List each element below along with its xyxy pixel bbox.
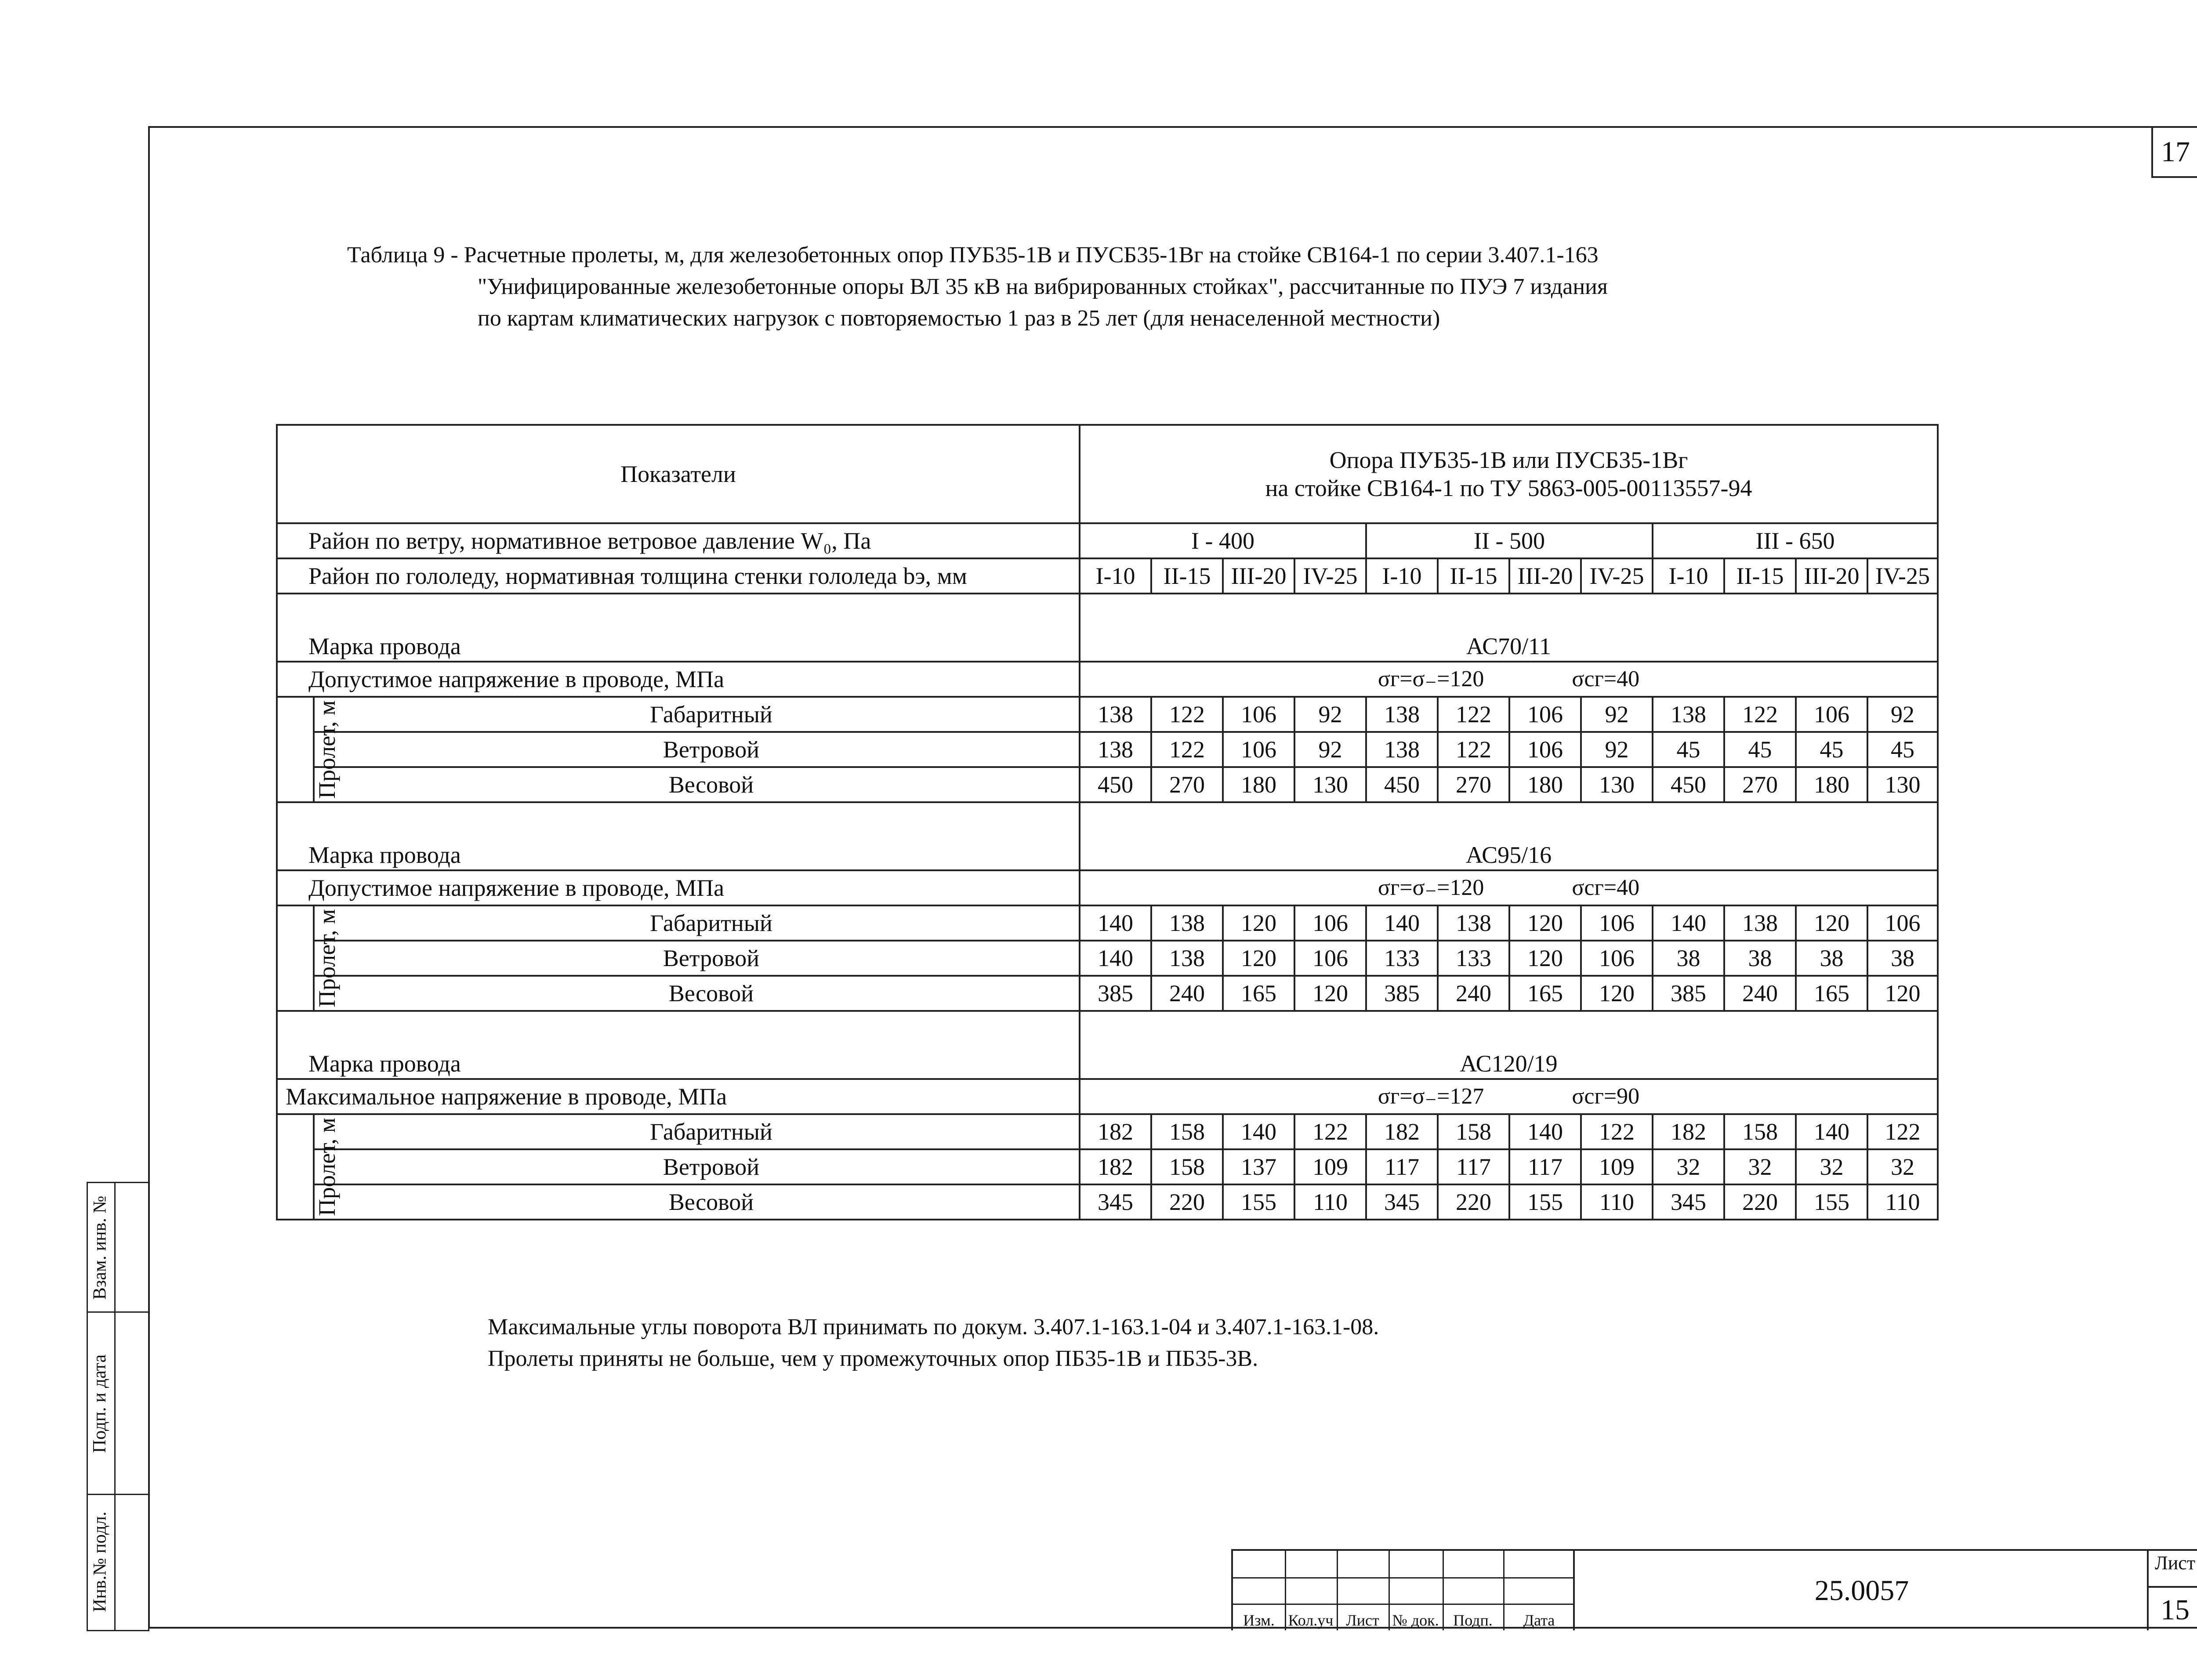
span-row-label: Габаритный xyxy=(314,1114,1080,1149)
span-value-cell: 110 xyxy=(1294,1184,1366,1220)
span-value-cell: 38 xyxy=(1653,941,1724,976)
marka-value: АС120/19 xyxy=(1080,1011,1938,1079)
span-value-cell: 92 xyxy=(1294,732,1366,767)
ice-region-cell: II-15 xyxy=(1724,558,1796,594)
span-value-cell: 120 xyxy=(1294,976,1366,1011)
caption-line-3: по картам климатических нагрузок с повторяемостью 1 раз в 25 лет (для ненаселенной местности) xyxy=(478,306,1440,331)
span-value-cell: 140 xyxy=(1080,905,1151,941)
stress-label: Максимальное напряжение в проводе, МПа xyxy=(277,1079,1080,1114)
ice-region-cell: IV-25 xyxy=(1294,558,1366,594)
span-value-cell: 137 xyxy=(1223,1149,1294,1184)
doc-code: 25.0057 xyxy=(1573,1549,2149,1630)
caption-line-1: Таблица 9 - Расчетные пролеты, м, для железобетонных опор ПУБ35-1В и ПУСБ35-1Вг на стойке СВ164-1 по серии 3.407.1-163 xyxy=(347,243,1599,268)
span-vertical-label: Пролет, м xyxy=(277,905,314,1011)
support-header-line-1: Опора ПУБ35-1В или ПУСБ35-1Вг xyxy=(1329,447,1688,473)
ice-region-cell: III-20 xyxy=(1509,558,1581,594)
ice-region-cell: II-15 xyxy=(1438,558,1509,594)
span-value-cell: 110 xyxy=(1581,1184,1653,1220)
tb-col-podp: Подп. xyxy=(1453,1611,1493,1629)
marka-value: АС70/11 xyxy=(1080,594,1938,662)
marka-value: АС95/16 xyxy=(1080,802,1938,870)
span-value-cell: 140 xyxy=(1796,1114,1867,1149)
span-value-cell: 138 xyxy=(1151,905,1223,941)
ice-region-row xyxy=(277,558,1938,594)
sheet-number: 15 xyxy=(2149,1586,2197,1632)
top-sheet-number: 17 xyxy=(2151,126,2197,178)
span-row-label: Габаритный xyxy=(314,697,1080,732)
indicators-header: Показатели xyxy=(277,425,1080,523)
span-value-cell: 120 xyxy=(1867,976,1938,1011)
span-value-cell: 345 xyxy=(1080,1184,1151,1220)
span-value-cell: 106 xyxy=(1294,905,1366,941)
span-row xyxy=(277,1184,1938,1220)
span-row-label: Габаритный xyxy=(314,905,1080,941)
support-header xyxy=(1080,425,1938,523)
side-stamp xyxy=(87,1182,148,1629)
span-value-cell: 120 xyxy=(1509,905,1581,941)
span-value-cell: 240 xyxy=(1724,976,1796,1011)
span-value-cell: 92 xyxy=(1867,697,1938,732)
span-value-cell: 122 xyxy=(1294,1114,1366,1149)
span-value-cell: 220 xyxy=(1438,1184,1509,1220)
span-value-cell: 155 xyxy=(1223,1184,1294,1220)
span-value-cell: 165 xyxy=(1509,976,1581,1011)
span-value-cell: 106 xyxy=(1294,941,1366,976)
span-value-cell: 220 xyxy=(1151,1184,1223,1220)
span-value-cell: 106 xyxy=(1796,697,1867,732)
span-value-cell: 117 xyxy=(1366,1149,1438,1184)
span-value-cell: 45 xyxy=(1653,732,1724,767)
wind-region-2: II - 500 xyxy=(1366,523,1653,558)
span-value-cell: 106 xyxy=(1223,732,1294,767)
span-value-cell: 106 xyxy=(1581,941,1653,976)
marka-label: Марка провода xyxy=(277,594,1080,662)
span-vertical-label: Пролет, м xyxy=(277,697,314,802)
span-value-cell: 120 xyxy=(1796,905,1867,941)
stress-value-1: σг=σ₋=120 xyxy=(1378,875,1484,900)
stress-value-2: σсг=90 xyxy=(1572,1084,1640,1109)
span-value-cell: 140 xyxy=(1223,1114,1294,1149)
ice-region-cell: IV-25 xyxy=(1581,558,1653,594)
span-value-cell: 106 xyxy=(1581,905,1653,941)
stress-row xyxy=(277,1079,1938,1114)
span-value-cell: 165 xyxy=(1796,976,1867,1011)
stress-value-2: σсг=40 xyxy=(1572,875,1640,900)
span-value-cell: 450 xyxy=(1080,767,1151,802)
caption-line-2: "Унифицированные железобетонные опоры ВЛ 35 кВ на вибрированных стойках", рассчитанные по ПУЭ 7 издания xyxy=(478,274,1608,299)
span-row xyxy=(277,767,1938,802)
span-row-label: Весовой xyxy=(314,976,1080,1011)
tb-col-ndok: № док. xyxy=(1392,1611,1439,1629)
span-value-cell: 345 xyxy=(1366,1184,1438,1220)
span-value-cell: 138 xyxy=(1366,697,1438,732)
span-value-cell: 140 xyxy=(1653,905,1724,941)
span-value-cell: 106 xyxy=(1867,905,1938,941)
span-value-cell: 133 xyxy=(1438,941,1509,976)
span-value-cell: 117 xyxy=(1438,1149,1509,1184)
span-value-cell: 180 xyxy=(1509,767,1581,802)
span-row xyxy=(277,941,1938,976)
ice-region-cell: I-10 xyxy=(1653,558,1724,594)
span-value-cell: 158 xyxy=(1438,1114,1509,1149)
span-row xyxy=(277,1149,1938,1184)
tb-col-kolvo: Кол.уч xyxy=(1288,1611,1334,1629)
wind-region-1: I - 400 xyxy=(1080,523,1366,558)
sheet-label: Лист xyxy=(2154,1552,2196,1574)
span-value-cell: 32 xyxy=(1867,1149,1938,1184)
span-value-cell: 109 xyxy=(1581,1149,1653,1184)
span-value-cell: 385 xyxy=(1366,976,1438,1011)
span-value-cell: 140 xyxy=(1509,1114,1581,1149)
tb-col-izm: Изм. xyxy=(1243,1611,1275,1629)
header-row xyxy=(277,425,1938,523)
span-value-cell: 140 xyxy=(1366,905,1438,941)
ice-region-cell: II-15 xyxy=(1151,558,1223,594)
span-value-cell: 138 xyxy=(1438,905,1509,941)
marka-row xyxy=(277,1011,1938,1079)
span-value-cell: 122 xyxy=(1724,697,1796,732)
wind-region-row xyxy=(277,523,1938,558)
stress-values xyxy=(1080,662,1938,697)
span-value-cell: 385 xyxy=(1653,976,1724,1011)
span-value-cell: 180 xyxy=(1796,767,1867,802)
span-value-cell: 270 xyxy=(1724,767,1796,802)
stress-row xyxy=(277,870,1938,905)
stress-row xyxy=(277,662,1938,697)
span-value-cell: 38 xyxy=(1867,941,1938,976)
span-value-cell: 92 xyxy=(1581,732,1653,767)
side-label-vzam: Взам. инв. № xyxy=(90,1195,110,1300)
span-value-cell: 122 xyxy=(1438,732,1509,767)
tb-col-list: Лист xyxy=(1346,1611,1379,1629)
wind-row-label: Район по ветру, нормативное ветровое давление W₀, Па xyxy=(277,523,1080,558)
span-value-cell: 38 xyxy=(1796,941,1867,976)
span-row xyxy=(277,905,1938,941)
span-value-cell: 155 xyxy=(1796,1184,1867,1220)
span-value-cell: 240 xyxy=(1151,976,1223,1011)
ice-row-label: Район по гололеду, нормативная толщина стенки гололеда bэ, мм xyxy=(277,558,1080,594)
span-value-cell: 240 xyxy=(1438,976,1509,1011)
stress-value-2: σсг=40 xyxy=(1572,666,1640,692)
span-value-cell: 182 xyxy=(1080,1149,1151,1184)
span-value-cell: 106 xyxy=(1223,697,1294,732)
span-value-cell: 45 xyxy=(1796,732,1867,767)
span-value-cell: 138 xyxy=(1724,905,1796,941)
span-value-cell: 182 xyxy=(1080,1114,1151,1149)
stress-values xyxy=(1080,1079,1938,1114)
ice-region-cell: III-20 xyxy=(1223,558,1294,594)
span-value-cell: 122 xyxy=(1151,732,1223,767)
span-value-cell: 133 xyxy=(1366,941,1438,976)
span-row-label: Весовой xyxy=(314,1184,1080,1220)
span-value-cell: 32 xyxy=(1796,1149,1867,1184)
span-row-label: Ветровой xyxy=(314,941,1080,976)
side-label-podp-data: Подп. и дата xyxy=(90,1354,110,1453)
span-value-cell: 158 xyxy=(1151,1149,1223,1184)
marka-label: Марка провода xyxy=(277,1011,1080,1079)
span-row xyxy=(277,1114,1938,1149)
span-value-cell: 270 xyxy=(1438,767,1509,802)
marka-row xyxy=(277,594,1938,662)
span-value-cell: 165 xyxy=(1223,976,1294,1011)
span-value-cell: 106 xyxy=(1509,697,1581,732)
side-label-inv-podl: Инв.№ подл. xyxy=(90,1511,110,1612)
span-value-cell: 120 xyxy=(1509,941,1581,976)
span-row-label: Ветровой xyxy=(314,732,1080,767)
span-value-cell: 122 xyxy=(1581,1114,1653,1149)
span-value-cell: 92 xyxy=(1581,697,1653,732)
stress-value-1: σг=σ₋=120 xyxy=(1378,666,1484,692)
span-value-cell: 158 xyxy=(1724,1114,1796,1149)
sheet-cell xyxy=(2147,1549,2197,1630)
note-line-2: Пролеты приняты не больше, чем у промежуточных опор ПБ35-1В и ПБ35-3В. xyxy=(488,1346,1258,1371)
span-value-cell: 345 xyxy=(1653,1184,1724,1220)
span-value-cell: 109 xyxy=(1294,1149,1366,1184)
span-value-cell: 138 xyxy=(1151,941,1223,976)
span-value-cell: 130 xyxy=(1294,767,1366,802)
span-value-cell: 110 xyxy=(1867,1184,1938,1220)
ice-region-cell: I-10 xyxy=(1080,558,1151,594)
stress-label: Допустимое напряжение в проводе, МПа xyxy=(277,662,1080,697)
span-value-cell: 122 xyxy=(1438,697,1509,732)
span-value-cell: 182 xyxy=(1653,1114,1724,1149)
span-value-cell: 120 xyxy=(1581,976,1653,1011)
span-value-cell: 138 xyxy=(1366,732,1438,767)
ice-region-cell: III-20 xyxy=(1796,558,1867,594)
span-row xyxy=(277,976,1938,1011)
marka-label: Марка провода xyxy=(277,802,1080,870)
tb-col-data: Дата xyxy=(1523,1611,1555,1629)
wind-region-3: III - 650 xyxy=(1653,523,1938,558)
span-value-cell: 140 xyxy=(1080,941,1151,976)
span-vertical-label: Пролет, м xyxy=(277,1114,314,1220)
span-value-cell: 270 xyxy=(1151,767,1223,802)
span-value-cell: 120 xyxy=(1223,905,1294,941)
span-value-cell: 122 xyxy=(1867,1114,1938,1149)
support-header-line-2: на стойке СВ164-1 по ТУ 5863-005-00113557-94 xyxy=(1265,475,1752,501)
span-value-cell: 182 xyxy=(1366,1114,1438,1149)
span-row-label: Весовой xyxy=(314,767,1080,802)
title-block xyxy=(1231,1549,2197,1629)
span-row xyxy=(277,732,1938,767)
span-value-cell: 38 xyxy=(1724,941,1796,976)
stress-value-1: σг=σ₋=127 xyxy=(1378,1084,1484,1109)
span-row xyxy=(277,697,1938,732)
span-value-cell: 450 xyxy=(1653,767,1724,802)
span-value-cell: 180 xyxy=(1223,767,1294,802)
span-value-cell: 450 xyxy=(1366,767,1438,802)
span-value-cell: 32 xyxy=(1724,1149,1796,1184)
span-row-label: Ветровой xyxy=(314,1149,1080,1184)
span-value-cell: 130 xyxy=(1581,767,1653,802)
span-value-cell: 138 xyxy=(1080,697,1151,732)
ice-region-cell: I-10 xyxy=(1366,558,1438,594)
spans-table xyxy=(276,424,1939,1220)
ice-region-cell: IV-25 xyxy=(1867,558,1938,594)
span-value-cell: 117 xyxy=(1509,1149,1581,1184)
span-value-cell: 92 xyxy=(1294,697,1366,732)
marka-row xyxy=(277,802,1938,870)
stress-label: Допустимое напряжение в проводе, МПа xyxy=(277,870,1080,905)
table-caption xyxy=(347,239,1973,334)
span-value-cell: 106 xyxy=(1509,732,1581,767)
title-block-grid xyxy=(1231,1549,1575,1630)
span-value-cell: 220 xyxy=(1724,1184,1796,1220)
span-value-cell: 120 xyxy=(1223,941,1294,976)
span-value-cell: 32 xyxy=(1653,1149,1724,1184)
stress-values xyxy=(1080,870,1938,905)
span-value-cell: 130 xyxy=(1867,767,1938,802)
span-value-cell: 158 xyxy=(1151,1114,1223,1149)
span-value-cell: 45 xyxy=(1867,732,1938,767)
span-value-cell: 138 xyxy=(1653,697,1724,732)
notes xyxy=(488,1311,1894,1375)
span-value-cell: 45 xyxy=(1724,732,1796,767)
span-value-cell: 138 xyxy=(1080,732,1151,767)
span-value-cell: 385 xyxy=(1080,976,1151,1011)
span-value-cell: 122 xyxy=(1151,697,1223,732)
span-value-cell: 155 xyxy=(1509,1184,1581,1220)
note-line-1: Максимальные углы поворота ВЛ принимать по докум. 3.407.1-163.1-04 и 3.407.1-163.1-08. xyxy=(488,1314,1379,1340)
